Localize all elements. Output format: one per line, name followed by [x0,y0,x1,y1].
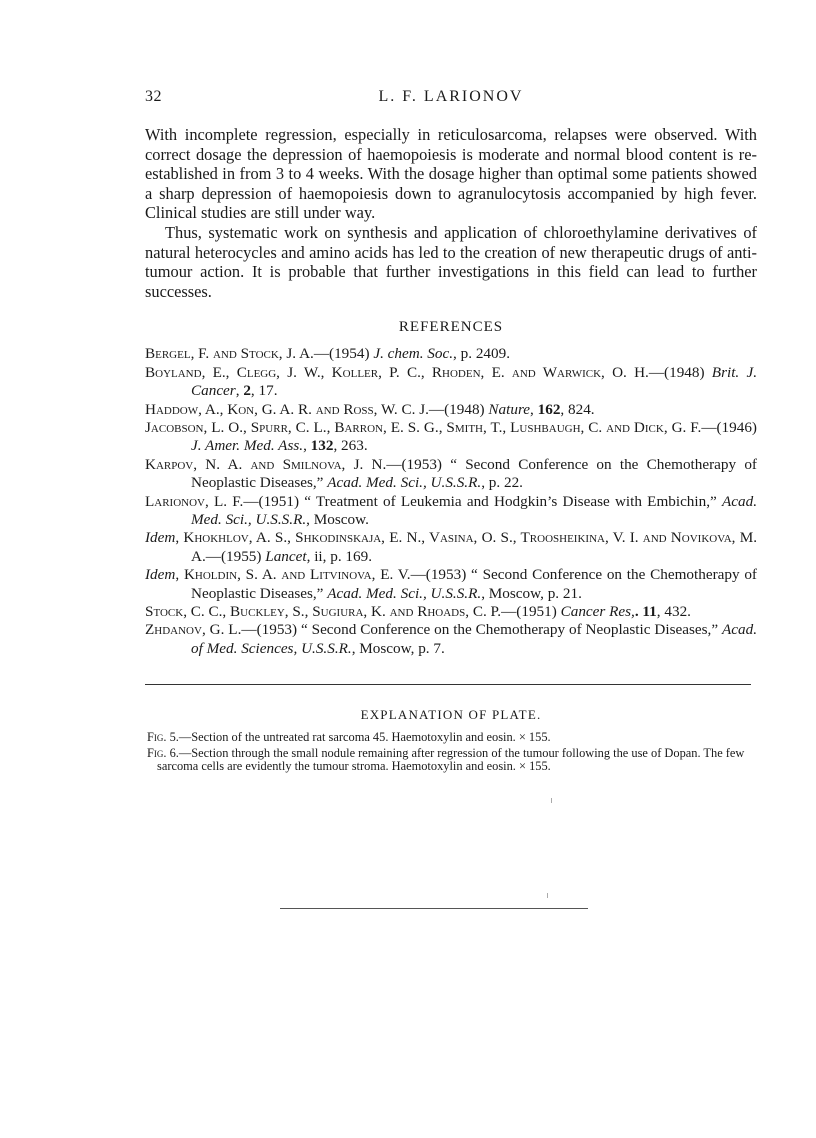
ref-pages: , 432. [656,603,691,621]
ref-authors: Boyland, E., Clegg, J. W., Koller, P. C., Rhoden, E. and Warwick, O. H. [145,363,649,381]
ref-year: —(1953) “ Second Conference on the Chemotherapy of Neoplastic Diseases,” [191,566,757,602]
ref-pages: , 17. [250,382,278,400]
reference-list [145,345,757,658]
ref-year: —(1951) “ Treatment of Leukemia and Hodgkin’s Disease with Embichin,” [243,492,722,510]
plate-heading: EXPLANATION OF PLATE. [360,707,542,723]
ref-pages: , p. 2409. [453,345,510,363]
ref-year: —(1953) “ Second Conference on the Chemotherapy of Neoplastic Diseases,” [241,621,722,639]
page-header [145,88,757,112]
ref-year: —(1948) [648,363,712,381]
reference-item: Boyland, E., Clegg, J. W., Koller, P. C., Rhoden, E. and Warwick, O. H.—(1948) Brit. J. Cancer, 2, 17. [145,363,758,400]
ref-idem: Idem [145,566,176,584]
ref-authors: Jacobson, L. O., Spurr, C. L., Barron, E. S. G., Smith, T., Lushbaugh, C. and Dick, G. F. [145,418,702,436]
ref-volume: . 11 [634,603,657,621]
reference-item [145,493,757,530]
figure-caption-text: —Section of the untreated rat sarcoma 45. Haemotoxylin and eosin. × 155. [178,730,551,745]
ref-pages: , Moscow, p. 7. [351,639,445,657]
ref-volume: 162 [537,400,561,418]
ref-year: —(1948) [428,400,489,418]
print-speck [551,798,552,803]
figure-label: Fig. 6. [147,745,179,760]
ref-pages: , 263. [333,437,368,455]
running-head: L. F. LARIONOV [378,88,524,105]
reference-item [145,603,757,621]
ref-pages: , p. 22. [481,474,523,492]
ref-authors: Zhdanov, G. L. [145,621,242,639]
ref-pages: , 824. [560,400,595,418]
reference-item: Jacobson, L. O., Spurr, C. L., Barron, E. S. G., Smith, T., Lushbaugh, C. and Dick, G. F.—(1946) J. Amer. Med. Ass., 132, 263. [145,418,757,455]
ref-year: —(1946) [701,418,757,436]
reference-item [145,345,757,363]
ref-year: —(1951) [501,603,561,621]
ref-journal: Cancer Res, [560,603,635,621]
ref-journal: Brit. J. Cancer [191,363,758,400]
figure-label: Fig. 5. [147,730,179,745]
reference-item [145,566,757,603]
ref-journal: Acad. of Med. Sciences, U.S.S.R. [191,621,757,657]
reference-item [145,621,757,658]
ref-authors: Bergel, F. and Stock, J. A. [145,345,314,363]
ref-journal: J. chem. Soc. [373,345,454,363]
ref-year: —(1953) “ Second Conference on the Chemotherapy of Neoplastic Diseases,” [191,455,757,492]
ref-pages: , Moscow, p. 21. [481,584,582,602]
ref-authors: , Khokhlov, A. S., Shkodinskaja, E. N., Vasina, O. S., Troosheikina, V. I. and Novikova, M. A. [175,529,757,565]
page-number: 32 [145,88,162,105]
figure-caption [147,747,757,774]
body-text [145,125,757,301]
ref-volume: 132 [310,437,334,455]
ref-journal: Acad. Med. Sci., U.S.S.R. [327,474,482,492]
ref-authors: , Kholdin, S. A. and Litvinova, E. V. [175,566,411,584]
page-content [145,88,757,776]
ref-authors: Stock, C. C., Buckley, S., Sugiura, K. and Rhoads, C. P. [145,603,502,621]
ref-journal: Acad. Med. Sci., U.S.S.R. [191,492,757,528]
paragraph: With incomplete regression, especially in reticulosarcoma, relapses were observed. With correct dosage the depression of haemopoiesis is moderate and normal blood content is re-established in from 3 to 4 weeks. With the dosage higher than optimal some patients showed a sharp depression of haemopoiesis down to agranulocytosis accompanied by high fever. Clinical studies are still under way. [145,125,757,223]
paragraph: Thus, systematic work on synthesis and application of chloroethylamine derivatives of natural heterocycles and amino acids has led to the creation of new therapeutic drugs of anti-tumour action. It is probable that further investigations in this field can lead to further successes. [145,222,757,301]
reference-item [145,529,757,566]
ref-idem: Idem [145,529,176,547]
end-rule [280,908,588,909]
ref-journal: J. Amer. Med. Ass. [191,437,304,455]
plate-captions [145,731,757,774]
ref-authors: Karpov, N. A. and Smilnova, J. N. [145,455,387,473]
ref-journal: Lancet [265,547,307,565]
figure-caption-text: —Section through the small nodule remaining after regression of the tumour following the use of Dopan. The few sarcoma cells are evidently the tumour stroma. Haemotoxylin and eosin. × 155. [157,745,745,774]
ref-pages: , ii, p. 169. [306,547,372,565]
ref-pages: , Moscow. [306,511,369,528]
references-heading: REFERENCES [398,319,504,336]
ref-journal: Nature [488,400,531,418]
ref-authors: Haddow, A., Kon, G. A. R. and Ross, W. C. J. [145,400,429,418]
section-divider [145,684,751,685]
reference-item [145,456,757,493]
ref-journal: Acad. Med. Sci., U.S.S.R. [327,584,482,602]
reference-item: Haddow, A., Kon, G. A. R. and Ross, W. C. J.—(1948) Nature, 162, 824. [145,400,595,418]
ref-authors: Larionov, L. F. [145,492,244,510]
ref-volume: 2 [243,382,251,400]
ref-year: —(1954) [313,345,374,363]
ref-year: —(1955) [205,547,266,565]
figure-caption [147,731,757,745]
print-speck [547,893,548,898]
